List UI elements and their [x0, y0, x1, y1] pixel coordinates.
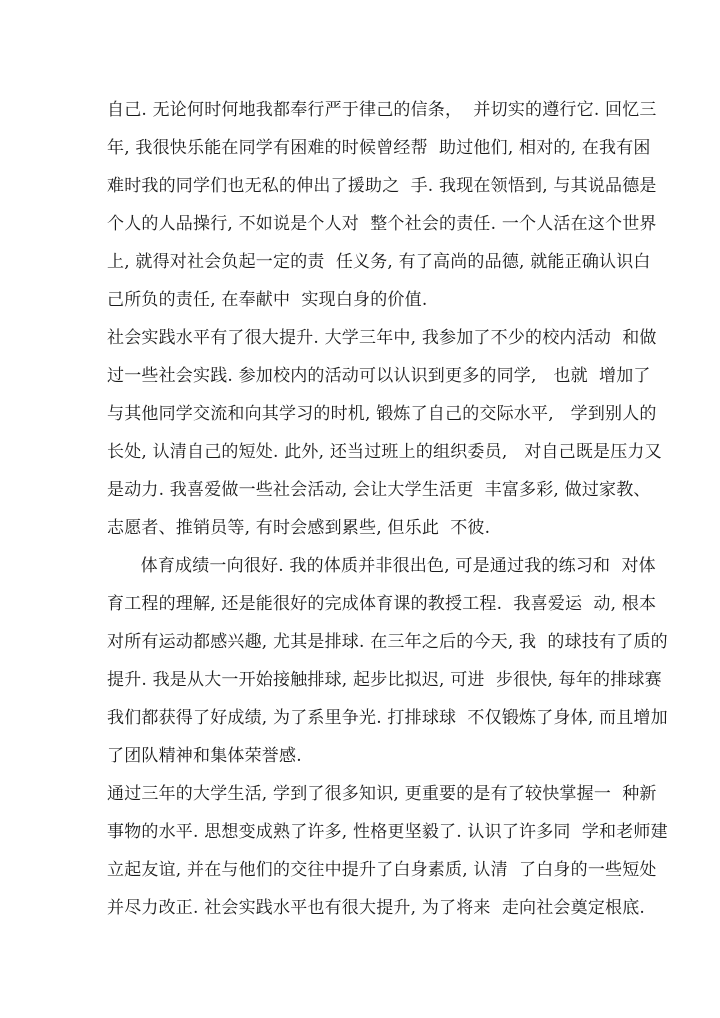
text-line: 己所负的责任, 在奉献中 实现白身的价值.: [107, 290, 428, 310]
text-line: 年, 我很快乐能在同学有困难的时候曾经帮 助过他们, 相对的, 在我有困: [107, 138, 651, 158]
text-line: 志愿者、推销员等, 有时会感到累些, 但乐此 不彼.: [107, 518, 491, 538]
text-line: 社会实践水平有了很大提升. 大学三年中, 我参加了不少的校内活动 和做: [107, 328, 657, 348]
text-line: 我们都获得了好成绩, 为了系里争光. 打排球球 不仅锻炼了身体, 而且增加: [107, 708, 668, 728]
text-line: 体育成绩一向很好. 我的体质并非很出色, 可是通过我的练习和 对体: [107, 556, 656, 576]
text-line: 自己. 无论何时何地我都奉行严于律己的信条， 并切实的遵行它. 回忆三: [107, 100, 657, 120]
text-line: 与其他同学交流和向其学习的时机, 锻炼了自己的交际水平, 学到别人的: [107, 404, 657, 424]
text-line: 了团队精神和集体荣誉感.: [107, 746, 302, 766]
text-line: 过一些社会实践. 参加校内的活动可以认识到更多的同学, 也就 增加了: [107, 366, 651, 386]
text-line: 事物的水平. 思想变成熟了许多, 性格更坚毅了. 认识了许多同 学和老师建: [107, 822, 668, 842]
text-line: 并尽力改正. 社会实践水平也有很大提升, 为了将来 走向社会奠定根底.: [107, 898, 646, 918]
text-line: 立起友谊, 并在与他们的交往中提升了白身素质, 认清 了白身的一些短处: [107, 860, 657, 880]
text-line: 长处, 认清自己的短处. 此外, 还当过班上的组织委员, 对自己既是压力又: [107, 442, 662, 462]
text-line: 上, 就得对社会负起一定的责 任义务, 有了高尚的品德, 就能正确认识白: [107, 252, 651, 272]
text-line: 通过三年的大学生活, 学到了很多知识, 更重要的是有了较快掌握一 种新: [107, 784, 657, 804]
text-line: 对所有运动都感兴趣, 尤其是排球. 在三年之后的今天, 我 的球技有了质的: [107, 632, 668, 652]
text-line: 个人的人品操行, 不如说是个人对 整个社会的责任. 一个人活在这个世界: [107, 214, 657, 234]
text-line: 育工程的理解, 还是能很好的完成体育课的教授工程. 我喜爱运 动, 根本: [107, 594, 657, 614]
text-line: 提升. 我是从大一开始接触排球, 起步比拟迟, 可进 步很快, 每年的排球赛: [107, 670, 662, 690]
text-line: 难时我的同学们也无私的伸出了援助之 手. 我现在领悟到, 与其说品德是: [107, 176, 657, 196]
text-line: 是动力. 我喜爱做一些社会活动, 会让大学生活更 丰富多彩, 做过家教、: [107, 480, 651, 500]
